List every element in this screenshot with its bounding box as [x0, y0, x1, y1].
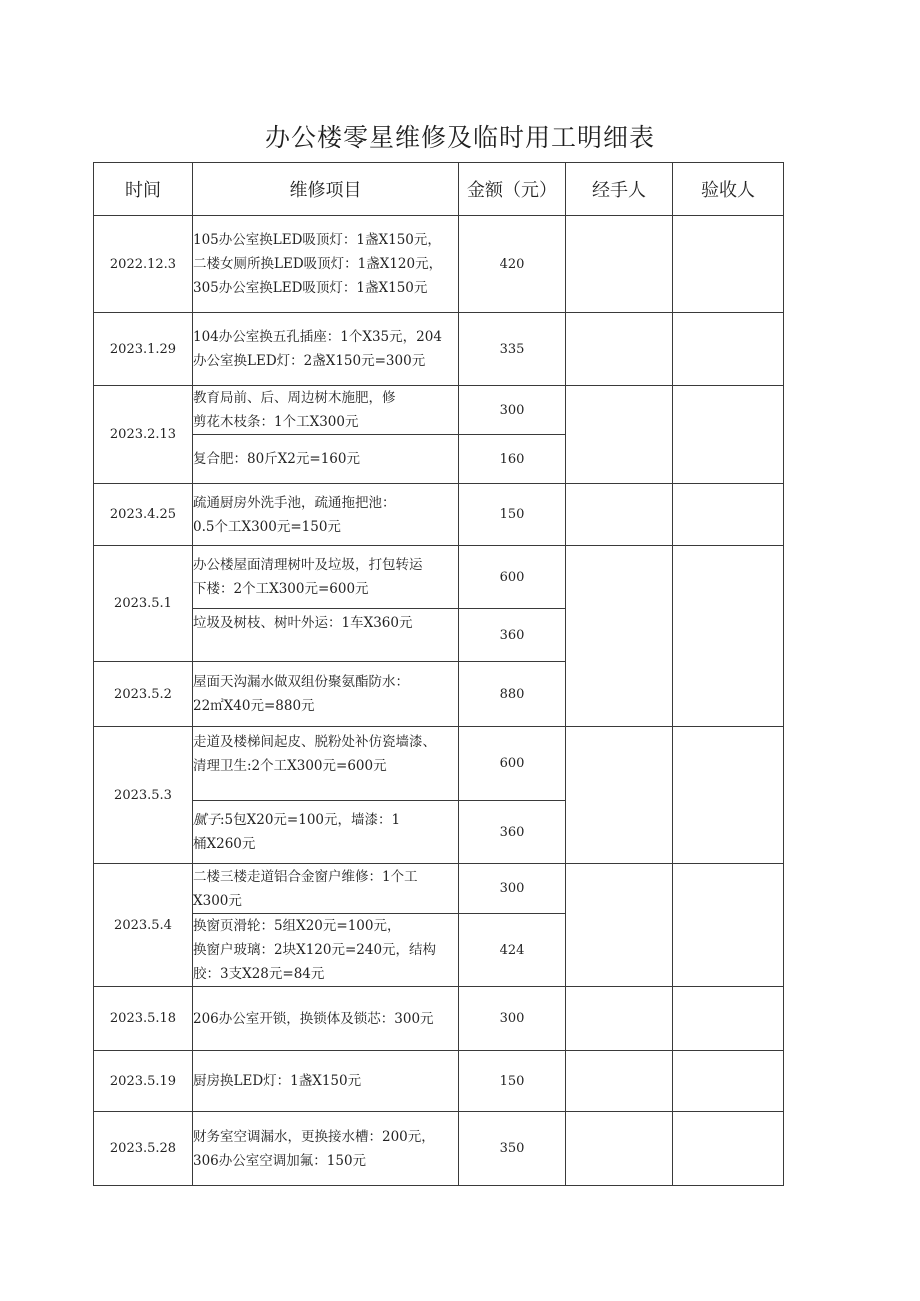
- acceptor-cell: [673, 546, 784, 727]
- handler-cell: [566, 313, 673, 386]
- date-cell: 2023.5.4: [94, 864, 193, 987]
- item-line: 厨房换LED灯：1盏X150元: [193, 1073, 362, 1089]
- item-cell: [193, 987, 459, 1051]
- item-cell: [193, 313, 459, 386]
- item-line: 104办公室换五孔插座：1个X35元，204: [193, 329, 442, 345]
- header-item: 维修项目: [193, 163, 459, 216]
- table-row: [94, 1112, 784, 1186]
- table-row: [94, 216, 784, 313]
- table-row: [94, 1051, 784, 1112]
- item-line: 办公室换LED灯：2盏X150元=300元: [193, 353, 426, 369]
- acceptor-cell: [673, 987, 784, 1051]
- handler-cell: [566, 1112, 673, 1186]
- item-line: 桶X260元: [193, 836, 256, 852]
- item-line: 胶：3支X28元=84元: [193, 966, 325, 982]
- acceptor-cell: [673, 864, 784, 987]
- table-row: [94, 386, 784, 435]
- table-row: [94, 864, 784, 914]
- header-amount: 金额（元）: [459, 163, 566, 216]
- item-line: 复合肥：80斤X2元=160元: [193, 451, 360, 467]
- amount-cell: 335: [459, 313, 566, 386]
- item-line: 306办公室空调加氟：150元: [193, 1152, 367, 1169]
- date-cell: 2023.4.25: [94, 484, 193, 546]
- handler-cell: [566, 727, 673, 864]
- header-time: 时间: [94, 163, 193, 216]
- amount-cell: 300: [459, 386, 566, 435]
- item-line: 财务室空调漏水，更换接水槽：200元，: [193, 1128, 435, 1145]
- amount-cell: 360: [459, 609, 566, 662]
- item-line: 换窗页滑轮：5组X20元=100元，: [193, 918, 401, 934]
- acceptor-cell: [673, 727, 784, 864]
- item-cell: [193, 216, 459, 313]
- item-cell: [193, 386, 459, 435]
- amount-cell: 424: [459, 914, 566, 987]
- item-line: 22㎡X40元=880元: [193, 698, 315, 714]
- table-row: [94, 546, 784, 609]
- item-cell: [193, 609, 459, 662]
- item-line: 屋面天沟漏水做双组份聚氨酯防水：: [193, 674, 409, 690]
- item-line: 疏通厨房外洗手池，疏通拖把池：: [193, 494, 396, 511]
- item-line: 0.5个工X300元=150元: [193, 518, 341, 535]
- document-title: 办公楼零星维修及临时用工明细表: [264, 123, 655, 152]
- acceptor-cell: [673, 313, 784, 386]
- item-line: 二楼三楼走道铝合金窗户维修：1个工: [193, 868, 418, 885]
- handler-cell: [566, 546, 673, 727]
- amount-cell: 300: [459, 987, 566, 1051]
- handler-cell: [566, 216, 673, 313]
- amount-cell: 150: [459, 484, 566, 546]
- item-cell: [193, 864, 459, 914]
- table-row: [94, 484, 784, 546]
- handler-cell: [566, 987, 673, 1051]
- item-cell: [193, 1112, 459, 1186]
- amount-cell: 350: [459, 1112, 566, 1186]
- date-cell: 2023.5.2: [94, 662, 193, 727]
- acceptor-cell: [673, 386, 784, 484]
- amount-cell: 600: [459, 727, 566, 801]
- header-acceptor: 验收人: [673, 163, 784, 216]
- item-cell: [193, 801, 459, 864]
- date-cell: 2023.5.19: [94, 1051, 193, 1112]
- handler-cell: [566, 484, 673, 546]
- item-line: 换窗户玻璃：2块X120元=240元，结构: [193, 942, 437, 958]
- date-cell: 2023.5.18: [94, 987, 193, 1051]
- date-cell: 2023.5.1: [94, 546, 193, 662]
- item-line: 办公楼屋面清理树叶及垃圾，打包转运: [193, 557, 423, 573]
- table-row: [94, 727, 784, 801]
- date-cell: 2023.2.13: [94, 386, 193, 484]
- handler-cell: [566, 386, 673, 484]
- acceptor-cell: [673, 484, 784, 546]
- item-cell: [193, 727, 459, 801]
- amount-cell: 420: [459, 216, 566, 313]
- item-line: 105办公室换LED吸顶灯：1盏X150元，: [193, 232, 441, 248]
- item-line: 305办公室换LED吸顶灯：1盏X150元: [193, 280, 428, 296]
- item-line: 走道及楼梯间起皮、脱粉处补仿瓷墙漆、: [193, 734, 436, 750]
- item-line: X300元: [193, 892, 242, 909]
- item-cell: [193, 662, 459, 727]
- item-line: 剪花木枝条：1个工X300元: [193, 414, 359, 430]
- header-handler: 经手人: [566, 163, 673, 216]
- date-cell: 2023.1.29: [94, 313, 193, 386]
- item-line: 垃圾及树枝、树叶外运：1车X360元: [193, 615, 413, 631]
- date-cell: 2022.12.3: [94, 216, 193, 313]
- amount-cell: 300: [459, 864, 566, 914]
- item-line-rest: :5包X20元=100元，墙漆：1: [220, 812, 401, 828]
- handler-cell: [566, 1051, 673, 1112]
- item-cell: [193, 435, 459, 484]
- item-prefix: 腻子: [193, 812, 220, 828]
- item-line: 二楼女厕所换LED吸顶灯：1盏X120元，: [193, 256, 443, 272]
- date-cell: 2023.5.3: [94, 727, 193, 864]
- handler-cell: [566, 864, 673, 987]
- item-cell: [193, 914, 459, 987]
- item-cell: [193, 484, 459, 546]
- item-cell: [193, 546, 459, 609]
- table-header-row: [94, 163, 784, 216]
- item-line: 教育局前、后、周边树木施肥，修: [193, 390, 396, 406]
- amount-cell: 360: [459, 801, 566, 864]
- maintenance-detail-table: [93, 162, 784, 1186]
- amount-cell: 880: [459, 662, 566, 727]
- item-line: 下楼：2个工X300元=600元: [193, 581, 369, 597]
- item-line: 清理卫生:2个工X300元=600元: [193, 758, 387, 774]
- date-cell: 2023.5.28: [94, 1112, 193, 1186]
- acceptor-cell: [673, 1051, 784, 1112]
- amount-cell: 150: [459, 1051, 566, 1112]
- item-cell: [193, 1051, 459, 1112]
- amount-cell: 160: [459, 435, 566, 484]
- acceptor-cell: [673, 216, 784, 313]
- item-line: [193, 808, 458, 832]
- amount-cell: 600: [459, 546, 566, 609]
- item-line: 206办公室开锁，换锁体及锁芯：300元: [193, 1010, 434, 1027]
- table-row: [94, 987, 784, 1051]
- acceptor-cell: [673, 1112, 784, 1186]
- table-row: [94, 313, 784, 386]
